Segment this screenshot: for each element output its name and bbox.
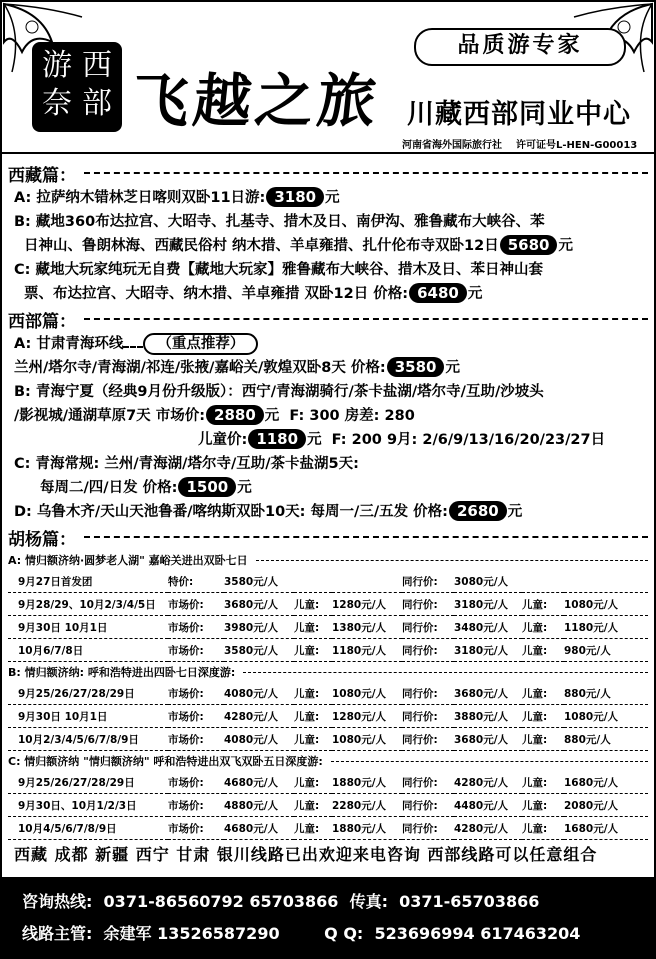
- table-cell: 市场价:: [168, 687, 204, 700]
- contact-footer: [2, 877, 654, 957]
- price-pill: 2680: [449, 501, 507, 521]
- west-route-c: C: 青海常规: 兰州/青海湖/塔尔寺/互助/茶卡盐湖5天:: [14, 456, 359, 472]
- table-cell: 儿童:: [522, 621, 548, 634]
- table-cell: 儿童:: [522, 776, 548, 789]
- table-row: [8, 771, 648, 794]
- table-cell: 市场价:: [168, 644, 204, 657]
- table-cell: 10月2/3/4/5/6/7/8/9日: [18, 733, 139, 746]
- table-cell: 10月6/7/8日: [18, 644, 84, 657]
- table-cell: 儿童:: [294, 644, 320, 657]
- header: [2, 2, 654, 154]
- table-cell: 4680元/人: [224, 822, 279, 835]
- table-cell: 2280元/人: [332, 799, 387, 812]
- west-route-b: B: 青海宁夏（经典9月份升级版）：西宁/青海湖骑行/茶卡盐湖/塔尔寺/互助/沙坡头: [14, 384, 544, 400]
- table-cell: 9月27日首发团: [18, 575, 93, 588]
- table-cell: 市场价:: [168, 621, 204, 634]
- table-cell: 880元/人: [564, 733, 611, 746]
- table-row: [8, 570, 648, 593]
- tibet-route-a: A: 拉萨纳木错林芝日喀则双卧11日游: 3180 元: [14, 188, 340, 206]
- table-cell: [294, 570, 332, 593]
- brand-title: 飞越之旅: [127, 67, 384, 135]
- table-cell: [522, 570, 564, 593]
- table-cell: 1680元/人: [564, 822, 619, 835]
- table-cell: 市场价:: [168, 799, 204, 812]
- recommend-tag: （重点推荐）: [143, 333, 258, 355]
- table-cell: 3180元/人: [454, 644, 509, 657]
- table-cell: 4080元/人: [224, 733, 279, 746]
- tour-group-title: B: 情归额济纳: 呼和浩特进出四卧七日深度游:: [8, 662, 648, 682]
- table-cell: 市场价:: [168, 822, 204, 835]
- table-cell: 1180元/人: [332, 644, 387, 657]
- table-cell: 同行价:: [402, 644, 438, 657]
- table-cell: 3880元/人: [454, 710, 509, 723]
- table-cell: 9月25/26/27/28/29日: [18, 776, 135, 789]
- table-cell: 儿童:: [522, 687, 548, 700]
- table-cell: 同行价:: [402, 710, 438, 723]
- price-pill: 2880: [206, 405, 264, 425]
- huyang-groups: [8, 550, 648, 840]
- table-cell: 同行价:: [402, 621, 438, 634]
- table-cell: 儿童:: [294, 598, 320, 611]
- table-cell: 同行价:: [402, 598, 438, 611]
- table-cell: 980元/人: [564, 644, 611, 657]
- west-route-a: A: 甘肃青海环线 （重点推荐）: [8, 332, 648, 356]
- price-pill: 5680: [500, 235, 558, 255]
- table-cell: 3480元/人: [454, 621, 509, 634]
- table-cell: 4080元/人: [224, 687, 279, 700]
- table-cell: 1280元/人: [332, 710, 387, 723]
- section-heading: 胡杨篇：: [8, 524, 648, 550]
- license-line: 河南省海外国际旅行社 许可证号L-HEN-G00013: [402, 140, 638, 151]
- table-cell: 3580元/人: [224, 644, 279, 657]
- table-row: [8, 728, 648, 751]
- price-pill: 3580: [387, 357, 445, 377]
- huyang-section: [2, 524, 654, 840]
- price-table: [8, 771, 648, 840]
- slogan-badge: 品质游专家: [414, 28, 626, 66]
- table-cell: 3680元/人: [454, 733, 509, 746]
- tour-group-title: A: 情归额济纳·圆梦老人湖" 嘉峪关进出双卧七日: [8, 550, 648, 570]
- table-cell: 同行价:: [402, 687, 438, 700]
- price-table: [8, 570, 648, 662]
- table-cell: 4280元/人: [454, 776, 509, 789]
- west-route-a-detail: 兰州/塔尔寺/青海湖/祁连/张掖/嘉峪关/敦煌双卧8天 价格: 3580 元: [14, 358, 460, 376]
- subtitle: 川藏西部同业中心: [407, 99, 631, 130]
- table-cell: 1380元/人: [332, 621, 387, 634]
- table-cell: 9月30日、10月1/2/3日: [18, 799, 137, 812]
- table-cell: 同行价:: [402, 575, 438, 588]
- table-cell: 4680元/人: [224, 776, 279, 789]
- table-cell: 880元/人: [564, 687, 611, 700]
- table-cell: 儿童:: [294, 621, 320, 634]
- table-cell: 9月28/29、10月2/3/4/5日: [18, 598, 156, 611]
- tibet-route-c-cont: 票、布达拉宫、大昭寺、纳木措、羊卓雍措 双卧12日 价格: 6480 元: [24, 284, 483, 302]
- table-cell: [564, 570, 648, 593]
- table-row: [8, 616, 648, 639]
- table-cell: 市场价:: [168, 733, 204, 746]
- table-cell: 10月4/5/6/7/8/9日: [18, 822, 117, 835]
- table-cell: 3180元/人: [454, 598, 509, 611]
- table-cell: 儿童:: [522, 822, 548, 835]
- table-cell: 儿童:: [522, 733, 548, 746]
- table-row: [8, 817, 648, 840]
- table-cell: 4480元/人: [454, 799, 509, 812]
- table-cell: 特价:: [168, 575, 194, 588]
- table-cell: 1180元/人: [564, 621, 619, 634]
- table-row: [8, 705, 648, 728]
- price-pill: 6480: [409, 283, 467, 303]
- tour-group-title: C: 情归额济纳 "情归额济纳" 呼和浩特进出双飞双卧五日深度游:: [8, 751, 648, 771]
- table-cell: 1080元/人: [564, 710, 619, 723]
- table-cell: 3080元/人: [454, 575, 509, 588]
- table-cell: 9月30日 10月1日: [18, 621, 108, 634]
- table-cell: 1880元/人: [332, 822, 387, 835]
- table-cell: 儿童:: [522, 644, 548, 657]
- logo: 游 西 奈 部: [32, 42, 122, 132]
- table-cell: 9月30日 10月1日: [18, 710, 108, 723]
- table-row: [8, 794, 648, 817]
- price-table: [8, 682, 648, 751]
- table-cell: 市场价:: [168, 710, 204, 723]
- table-cell: 儿童:: [294, 822, 320, 835]
- section-heading: 西藏篇：: [8, 160, 648, 186]
- table-cell: 儿童:: [294, 799, 320, 812]
- table-cell: 4280元/人: [454, 822, 509, 835]
- table-cell: 3580元/人: [224, 575, 279, 588]
- west-route-c-cont: 每周二/四/日发 价格: 1500 元: [40, 478, 252, 496]
- table-row: [8, 682, 648, 705]
- tibet-route-c: C: 藏地大玩家纯玩无自费【藏地大玩家】雅鲁藏布大峡谷、措木及日、苯日神山套: [14, 262, 544, 278]
- table-cell: 儿童:: [522, 710, 548, 723]
- section-heading: 西部篇：: [8, 306, 648, 332]
- tibet-route-b: B: 藏地360布达拉宫、大昭寺、扎基寺、措木及日、南伊沟、雅鲁藏布大峡谷、苯: [14, 214, 545, 230]
- west-route-d: D: 乌鲁木齐/天山天池鲁番/喀纳斯双卧10天: 每周一/三/五发 价格: 2680 元: [14, 502, 523, 520]
- west-route-b-child: 儿童价: 1180 元 F: 200 9月: 2/6/9/13/16/20/23/27日: [198, 430, 606, 448]
- tibet-route-b-cont: 日神山、鲁朗林海、西藏民俗村 纳木措、羊卓雍措、扎什伦布寺双卧12日 5680 元: [24, 236, 573, 254]
- table-cell: 儿童:: [294, 710, 320, 723]
- table-cell: [332, 570, 402, 593]
- table-cell: 同行价:: [402, 776, 438, 789]
- price-pill: 1500: [178, 477, 236, 497]
- table-cell: 同行价:: [402, 799, 438, 812]
- hotline-row: 咨询热线: 0371-86560792 65703866 传真: 0371-65703866: [22, 892, 540, 911]
- west-section: [2, 306, 654, 524]
- table-row: [8, 639, 648, 662]
- table-cell: 9月25/26/27/28/29日: [18, 687, 135, 700]
- table-cell: 3980元/人: [224, 621, 279, 634]
- price-pill: 3180: [266, 187, 324, 207]
- table-cell: 儿童:: [522, 598, 548, 611]
- table-cell: 4880元/人: [224, 799, 279, 812]
- table-cell: 3680元/人: [454, 687, 509, 700]
- table-cell: 儿童:: [522, 799, 548, 812]
- table-cell: 儿童:: [294, 733, 320, 746]
- table-cell: 1080元/人: [332, 733, 387, 746]
- table-cell: 1280元/人: [332, 598, 387, 611]
- table-cell: 儿童:: [294, 687, 320, 700]
- table-cell: 同行价:: [402, 822, 438, 835]
- table-cell: 1880元/人: [332, 776, 387, 789]
- table-cell: 1080元/人: [564, 598, 619, 611]
- tibet-section: [2, 154, 654, 306]
- price-pill: 1180: [248, 429, 306, 449]
- table-cell: 3680元/人: [224, 598, 279, 611]
- table-cell: 1080元/人: [332, 687, 387, 700]
- table-cell: 4280元/人: [224, 710, 279, 723]
- west-route-b-market: /影视城/通湖草原7天 市场价: 2880 元 F: 300 房差: 280: [14, 406, 415, 424]
- routes-banner: 西藏 成都 新疆 西宁 甘肃 银川线路已出欢迎来电咨询 西部线路可以任意组合: [14, 845, 598, 864]
- manager-row: 线路主管: 余建军 13526587290 Q Q: 523696994 617463204: [22, 924, 581, 943]
- table-cell: 2080元/人: [564, 799, 619, 812]
- table-cell: 儿童:: [294, 776, 320, 789]
- table-cell: 市场价:: [168, 776, 204, 789]
- table-cell: 市场价:: [168, 598, 204, 611]
- table-cell: 同行价:: [402, 733, 438, 746]
- table-cell: 1680元/人: [564, 776, 619, 789]
- table-row: [8, 593, 648, 616]
